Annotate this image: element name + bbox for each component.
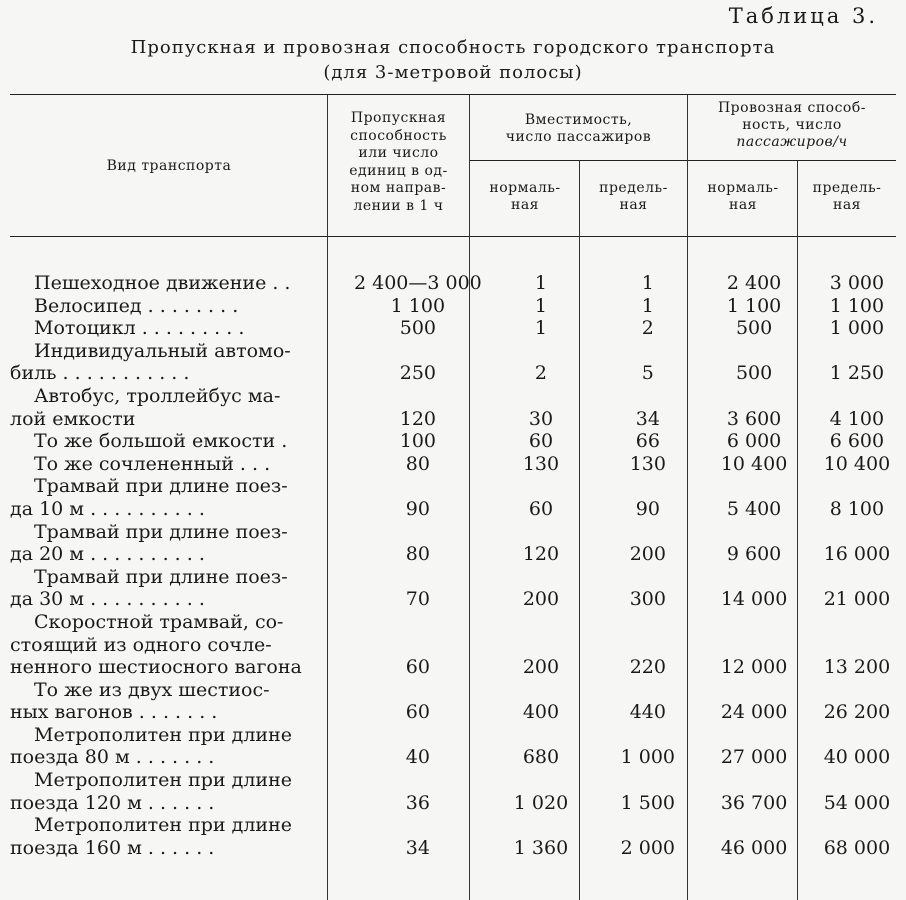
vehicle-name-line: Индивидуальный автомо- [34,339,291,362]
vehicle-name-line: поезда 160 м . . . . . . [10,836,215,859]
vehicle-name [10,385,349,430]
vehicle-name-line: поезда 120 м . . . . . . [10,791,215,814]
vehicle-name-line: Скоростной трамвай, со- [34,610,284,633]
header-capacity-line: или число [358,145,439,161]
header-group-provoz [688,100,896,151]
vehicle-name-line: ных вагонов . . . . . . . [10,701,218,724]
capacity-value: 100 [399,430,437,453]
vehicle-name-line: То же сочлененный . . . [34,452,271,475]
vm-max-value: 66 [635,430,660,453]
vm-normal-value: 1 [534,294,548,317]
vehicle-name-line: Велосипед . . . . . . . . [34,294,239,317]
pr-normal-value: 3 600 [726,407,782,430]
header-vehicle-type: Вид транспорта [106,158,232,174]
capacity-value: 1 100 [390,294,446,317]
header-sub-line: ная [728,197,757,213]
vm-normal-value: 60 [528,497,554,520]
pr-max-value: 4 100 [829,407,885,430]
header-group-line: пассажиров/ч [736,134,848,150]
capacity-value: 40 [405,746,430,769]
pr-max-value: 26 200 [823,701,891,724]
vehicle-name [10,566,349,611]
vm-normal-value: 680 [522,746,560,769]
vm-normal-value: 60 [528,430,554,453]
header-group-line: Вместимость, [524,112,633,128]
table-row [10,611,906,679]
transport-table [10,272,906,859]
vehicle-name-line: То же большой емкости . [34,430,288,453]
vm-max-value: 1 000 [620,746,676,769]
vehicle-name [10,769,349,814]
vm-normal-value: 1 [534,317,548,340]
pr-max-value: 3 000 [829,272,885,294]
vm-max-value: 220 [629,656,666,679]
vehicle-name-line: Трамвай при длине поез- [34,475,288,498]
pr-max-value: 6 600 [829,430,885,453]
vehicle-name-line: Метрополитен при длине [34,723,292,746]
vehicle-name-line: Пешеходное движение . . [34,272,291,294]
pr-normal-value: 500 [735,362,773,385]
header-capacity [328,110,469,215]
header-vm-normal [470,180,580,214]
pr-normal-value: 46 000 [720,836,788,859]
vm-max-value: 300 [629,588,666,611]
vehicle-name [10,272,349,295]
pr-max-value: 21 000 [823,588,891,611]
header-group-rule [470,160,896,161]
vm-normal-value: 1 360 [513,836,569,859]
header-capacity-line: ном направ- [350,180,447,196]
vehicle-name [10,521,349,566]
vehicle-name-line: биль . . . . . . . . . . . [10,362,190,385]
vehicle-name [10,295,349,318]
pr-normal-value: 12 000 [720,656,788,679]
vehicle-name [10,475,349,520]
capacity-value: 60 [405,656,430,679]
vm-max-value: 130 [629,452,666,475]
vehicle-name-line: Мотоцикл . . . . . . . . . [34,317,245,340]
capacity-value: 36 [405,791,430,814]
vm-normal-value: 1 [534,272,548,294]
vehicle-name-line: поезда 80 м . . . . . . . [10,746,215,769]
vm-max-value: 200 [629,543,666,566]
vm-max-value: 440 [629,701,666,724]
pr-normal-value: 10 400 [720,452,788,475]
table-row [10,430,906,453]
capacity-value: 80 [405,452,430,475]
table-number: Таблица 3. [728,4,878,28]
table-row [10,566,906,611]
header-pr-max [798,180,896,214]
pr-max-value: 16 000 [823,543,891,566]
header-group-line: ность, число [742,117,842,133]
vehicle-name [10,317,349,340]
vehicle-name-line: То же из двух шестиос- [34,678,270,701]
pr-normal-value: 5 400 [726,497,782,520]
vehicle-name-line: да 30 м . . . . . . . . . . [10,588,205,611]
capacity-value: 250 [399,362,437,385]
pr-max-value: 1 000 [829,317,885,340]
pr-normal-value: 36 700 [720,791,788,814]
vm-normal-value: 1 020 [513,791,569,814]
vehicle-name [10,430,349,453]
table-row [10,295,906,318]
header-sub-line: нормаль- [489,180,561,196]
vehicle-name [10,724,349,769]
pr-normal-value: 6 000 [726,430,782,453]
pr-max-value: 13 200 [823,656,891,679]
pr-normal-value: 500 [735,317,773,340]
vm-normal-value: 30 [528,407,554,430]
table-row [10,521,906,566]
vm-max-value: 34 [635,407,660,430]
vm-max-value: 2 [641,317,654,340]
capacity-value: 500 [399,317,437,340]
vm-max-value: 2 000 [620,836,676,859]
header-sub-line: ная [832,197,861,213]
table-row [10,475,906,520]
pr-max-value: 54 000 [823,791,891,814]
header-sub-line: ная [510,197,539,213]
vm-normal-value: 400 [522,701,560,724]
vehicle-name-line: Метрополитен при длине [34,814,292,837]
vehicle-name-line: Трамвай при длине поез- [34,565,288,588]
header-group-line: число пассажиров [505,129,652,145]
pr-normal-value: 9 600 [726,543,782,566]
vm-max-value: 90 [635,497,660,520]
vm-normal-value: 200 [522,656,560,679]
capacity-value: 70 [405,588,430,611]
pr-max-value: 10 400 [823,452,891,475]
vehicle-name [10,340,349,385]
pr-max-value: 40 000 [823,746,891,769]
pr-max-value: 1 250 [829,362,885,385]
capacity-value: 34 [405,836,430,859]
header-capacity-line: лении в 1 ч [353,197,444,214]
vehicle-name [10,611,349,679]
vehicle-name-line: да 20 м . . . . . . . . . . [10,543,205,566]
pr-normal-value: 14 000 [720,588,788,611]
table-subtitle: (для 3-метровой полосы) [323,62,583,83]
table-row [10,724,906,769]
header-top-rule [10,94,896,95]
vehicle-name-line: Трамвай при длине поез- [34,520,288,543]
pr-normal-value: 24 000 [720,701,788,724]
vehicle-name-line: Автобус, троллейбус ма- [34,384,281,407]
table-row [10,340,906,385]
header-sub-line: предель- [599,180,668,196]
vm-max-value: 1 [641,294,654,317]
header-vm-max [580,180,687,214]
vm-normal-value: 200 [522,588,560,611]
vehicle-name-line: Метрополитен при длине [34,769,292,792]
vm-max-value: 1 [641,272,654,294]
vehicle-name [10,453,349,476]
pr-max-value: 1 100 [829,294,885,317]
capacity-value: 120 [399,407,437,430]
pr-max-value: 68 000 [823,836,891,859]
table-row [10,317,906,340]
header-sub-line: ная [619,197,648,213]
vehicle-name-line: ненного шестиосного вагона [10,656,302,679]
vm-max-value: 1 500 [620,791,676,814]
header-pr-normal [688,180,798,214]
vm-max-value: 5 [641,362,654,385]
header-group-vmestimost [470,112,687,146]
capacity-value: 90 [405,497,430,520]
vehicle-name-line: лой емкости [10,407,136,430]
vehicle-name [10,814,349,859]
capacity-value: 80 [405,543,430,566]
table-row [10,453,906,476]
capacity-value: 60 [405,701,430,724]
capacity-value: 2 400—3 000 [353,272,482,294]
vehicle-name-line: да 10 м . . . . . . . . . . [10,497,205,520]
pr-normal-value: 27 000 [720,746,788,769]
vm-normal-value: 2 [534,362,548,385]
table-row [10,814,906,859]
header-bottom-rule [10,236,896,237]
vm-normal-value: 130 [522,452,560,475]
pr-normal-value: 1 100 [726,294,782,317]
table-title: Пропускная и провозная способность городского транспорта [130,37,776,58]
pr-max-value: 8 100 [829,497,885,520]
header-group-line: Провозная способ- [717,100,867,116]
vehicle-name-line: стоящий из одного сочле- [10,633,272,656]
header-sub-line: предель- [812,180,882,196]
vm-normal-value: 120 [522,543,560,566]
header-sub-line: нормаль- [707,180,779,196]
table-row [10,385,906,430]
pr-normal-value: 2 400 [726,272,782,294]
header-capacity-line: Пропускная [350,110,447,126]
table-row [10,272,906,295]
vehicle-name [10,679,349,724]
table-row [10,679,906,724]
table-row [10,769,906,814]
header-capacity-line: единиц в од- [349,162,448,179]
header-capacity-line: способность [350,127,447,144]
